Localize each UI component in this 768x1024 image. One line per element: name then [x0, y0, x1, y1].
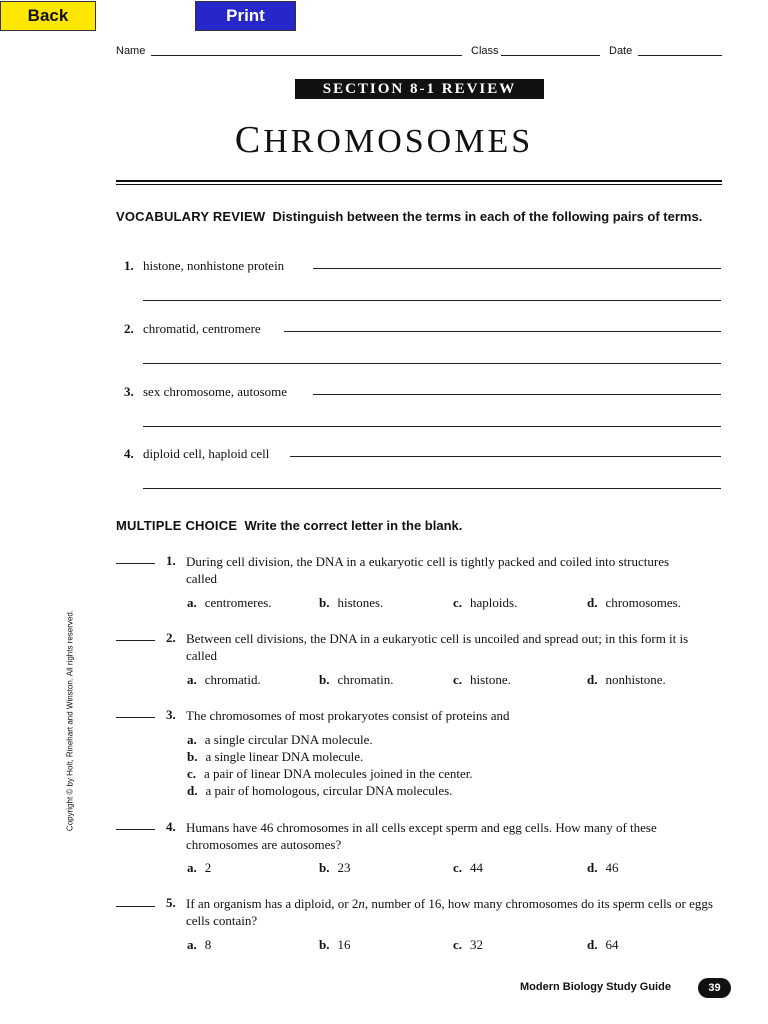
- answer-blank[interactable]: [116, 640, 155, 641]
- option: d. a pair of homologous, circular DNA molecules.: [187, 783, 453, 798]
- option: c. 44: [453, 860, 484, 875]
- print-button[interactable]: Print: [195, 1, 296, 31]
- option: c. histone.: [453, 672, 511, 687]
- vocab-instruction-text: Distinguish between the terms in each of the following pairs of terms.: [272, 209, 703, 224]
- option: a. 2: [187, 860, 212, 875]
- option: c. haploids.: [453, 595, 518, 610]
- vocab-number: 3.: [124, 384, 134, 399]
- option: d. chromosomes.: [587, 595, 681, 610]
- option: d. 46: [587, 860, 619, 875]
- page-number: 39: [698, 978, 731, 998]
- mc-instructions: [116, 517, 462, 534]
- option: d. nonhistone.: [587, 672, 666, 687]
- answer-line[interactable]: [313, 394, 721, 395]
- option: b. chromatin.: [319, 672, 394, 687]
- vocab-number: 2.: [124, 321, 134, 336]
- option: a. 8: [187, 937, 212, 952]
- answer-line[interactable]: [143, 300, 721, 301]
- vocab-instructions: [116, 208, 716, 225]
- option: a. a single circular DNA molecule.: [187, 732, 373, 747]
- option: d. 64: [587, 937, 619, 952]
- question-number: 3.: [166, 707, 176, 722]
- vocab-term: chromatid, centromere: [143, 321, 261, 336]
- vocab-number: 1.: [124, 258, 134, 273]
- option: a. centromeres.: [187, 595, 272, 610]
- vocab-term: diploid cell, haploid cell: [143, 446, 270, 461]
- question-number: 2.: [166, 630, 176, 645]
- footer-book-title: Modern Biology Study Guide: [520, 981, 671, 993]
- question-text: If an organism has a diploid, or 2n, number of 16, how many chromosomes do its sperm cells or eggs cells contain?: [186, 896, 713, 928]
- option: b. histones.: [319, 595, 384, 610]
- vocab-number: 4.: [124, 446, 134, 461]
- mc-instruction-text: Write the correct letter in the blank.: [244, 518, 463, 533]
- answer-line[interactable]: [143, 363, 721, 364]
- answer-line[interactable]: [143, 488, 721, 489]
- vocab-term: sex chromosome, autosome: [143, 384, 288, 399]
- answer-blank[interactable]: [116, 563, 155, 564]
- answer-blank[interactable]: [116, 906, 155, 907]
- answer-line[interactable]: [143, 426, 721, 427]
- option: c. a pair of linear DNA molecules joined in the center.: [187, 766, 473, 781]
- option: a. chromatid.: [187, 672, 261, 687]
- answer-blank[interactable]: [116, 829, 155, 830]
- answer-blank[interactable]: [116, 717, 155, 718]
- back-button[interactable]: Back: [0, 1, 96, 31]
- option: b. a single linear DNA molecule.: [187, 749, 364, 764]
- option: b. 16: [319, 937, 351, 952]
- answer-line[interactable]: [290, 456, 721, 457]
- date-field[interactable]: [638, 55, 722, 56]
- title-rest: HROMOSOMES: [263, 123, 534, 160]
- name-label: Name: [116, 45, 146, 57]
- answer-line[interactable]: [313, 268, 721, 269]
- mc-label: MULTIPLE CHOICE: [116, 518, 238, 533]
- title-rule-bottom: [116, 184, 722, 185]
- vocab-term: histone, nonhistone protein: [143, 258, 285, 273]
- question-number: 1.: [166, 553, 176, 568]
- copyright-notice: Copyright © by Holt, Rinehart and Winston. All rights reserved.: [65, 609, 75, 832]
- option: c. 32: [453, 937, 484, 952]
- question-number: 4.: [166, 819, 176, 834]
- name-field[interactable]: [151, 55, 462, 56]
- option: b. 23: [319, 860, 351, 875]
- class-label: Class: [471, 45, 499, 57]
- question-text: Between cell divisions, the DNA in a eukaryotic cell is uncoiled and spread out; in this form it is called: [186, 631, 689, 663]
- question-text: The chromosomes of most prokaryotes consist of proteins and: [186, 708, 510, 723]
- question-text: During cell division, the DNA in a eukaryotic cell is tightly packed and coiled into structures called: [186, 554, 670, 586]
- answer-line[interactable]: [284, 331, 721, 332]
- question-text: Humans have 46 chromosomes in all cells except sperm and egg cells. How many of these chromosomes are autosomes?: [186, 820, 657, 852]
- page-title: [0, 118, 768, 162]
- title-initial: C: [234, 119, 264, 161]
- vocab-label: VOCABULARY REVIEW: [116, 209, 266, 224]
- section-label: SECTION 8-1 REVIEW: [295, 79, 544, 99]
- date-label: Date: [609, 45, 633, 57]
- title-rule-top: [116, 180, 722, 182]
- class-field[interactable]: [501, 55, 600, 56]
- question-number: 5.: [166, 895, 176, 910]
